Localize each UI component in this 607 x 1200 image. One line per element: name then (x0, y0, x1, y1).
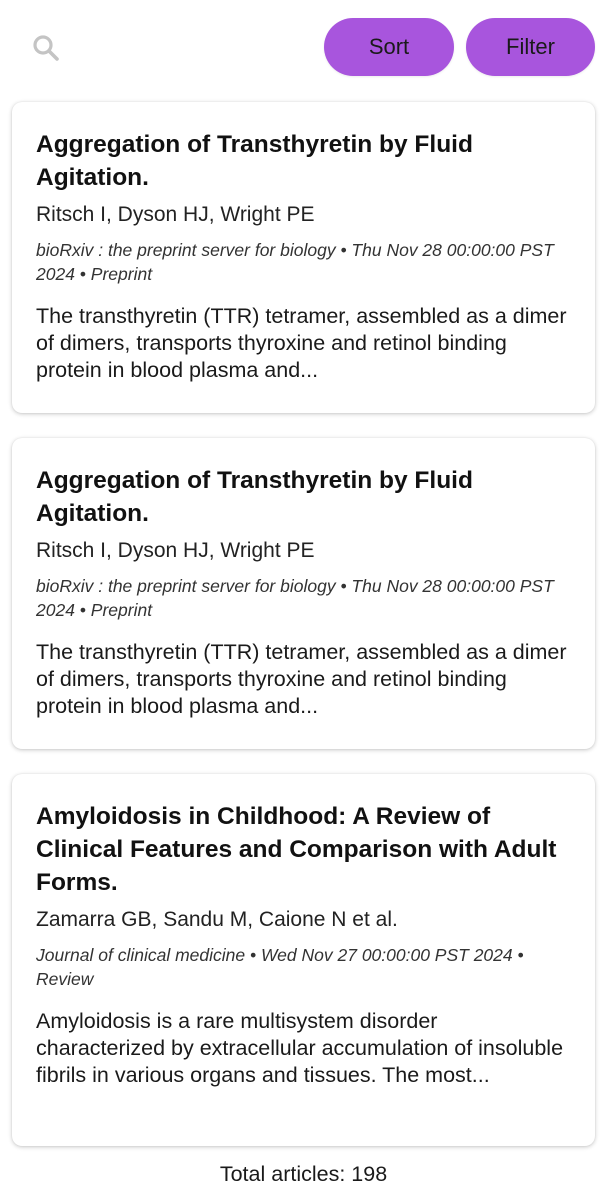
article-authors: Ritsch I, Dyson HJ, Wright PE (36, 539, 315, 562)
filter-button[interactable] (466, 18, 595, 76)
article-card[interactable] (12, 438, 595, 749)
article-meta: bioRxiv : the preprint server for biology • Thu Nov 28 00:00:00 PST 2024 • Preprint (36, 240, 554, 284)
total-articles-count: Total articles: 198 (219, 1162, 388, 1186)
article-card[interactable] (12, 102, 595, 413)
article-title: Aggregation of Transthyretin by Fluid Agitation. (36, 467, 473, 527)
article-card[interactable] (12, 774, 595, 1146)
article-abstract: Amyloidosis is a rare multisystem disorder characterized by extracellular accumulation of insoluble fibrils in various organs and tissues. The most... (36, 1009, 564, 1087)
search-button[interactable] (30, 32, 62, 64)
article-abstract: The transthyretin (TTR) tetramer, assembled as a dimer of dimers, transports thyroxine and retinol binding protein in blood plasma and... (36, 304, 567, 382)
magnifier-icon (30, 32, 62, 64)
filter-button-label: Filter (506, 34, 555, 59)
sort-button[interactable] (324, 18, 454, 76)
article-abstract: The transthyretin (TTR) tetramer, assembled as a dimer of dimers, transports thyroxine and retinol binding protein in blood plasma and... (36, 640, 567, 718)
article-authors: Zamarra GB, Sandu M, Caione N et al. (36, 908, 398, 931)
article-meta: bioRxiv : the preprint server for biology • Thu Nov 28 00:00:00 PST 2024 • Preprint (36, 576, 554, 620)
article-meta: Journal of clinical medicine • Wed Nov 27 00:00:00 PST 2024 • Review (36, 945, 524, 989)
article-authors: Ritsch I, Dyson HJ, Wright PE (36, 203, 315, 226)
toolbar (0, 0, 607, 96)
sort-button-label: Sort (368, 34, 410, 59)
article-title: Aggregation of Transthyretin by Fluid Agitation. (36, 131, 473, 191)
article-title: Amyloidosis in Childhood: A Review of Clinical Features and Comparison with Adult Forms. (36, 803, 557, 896)
